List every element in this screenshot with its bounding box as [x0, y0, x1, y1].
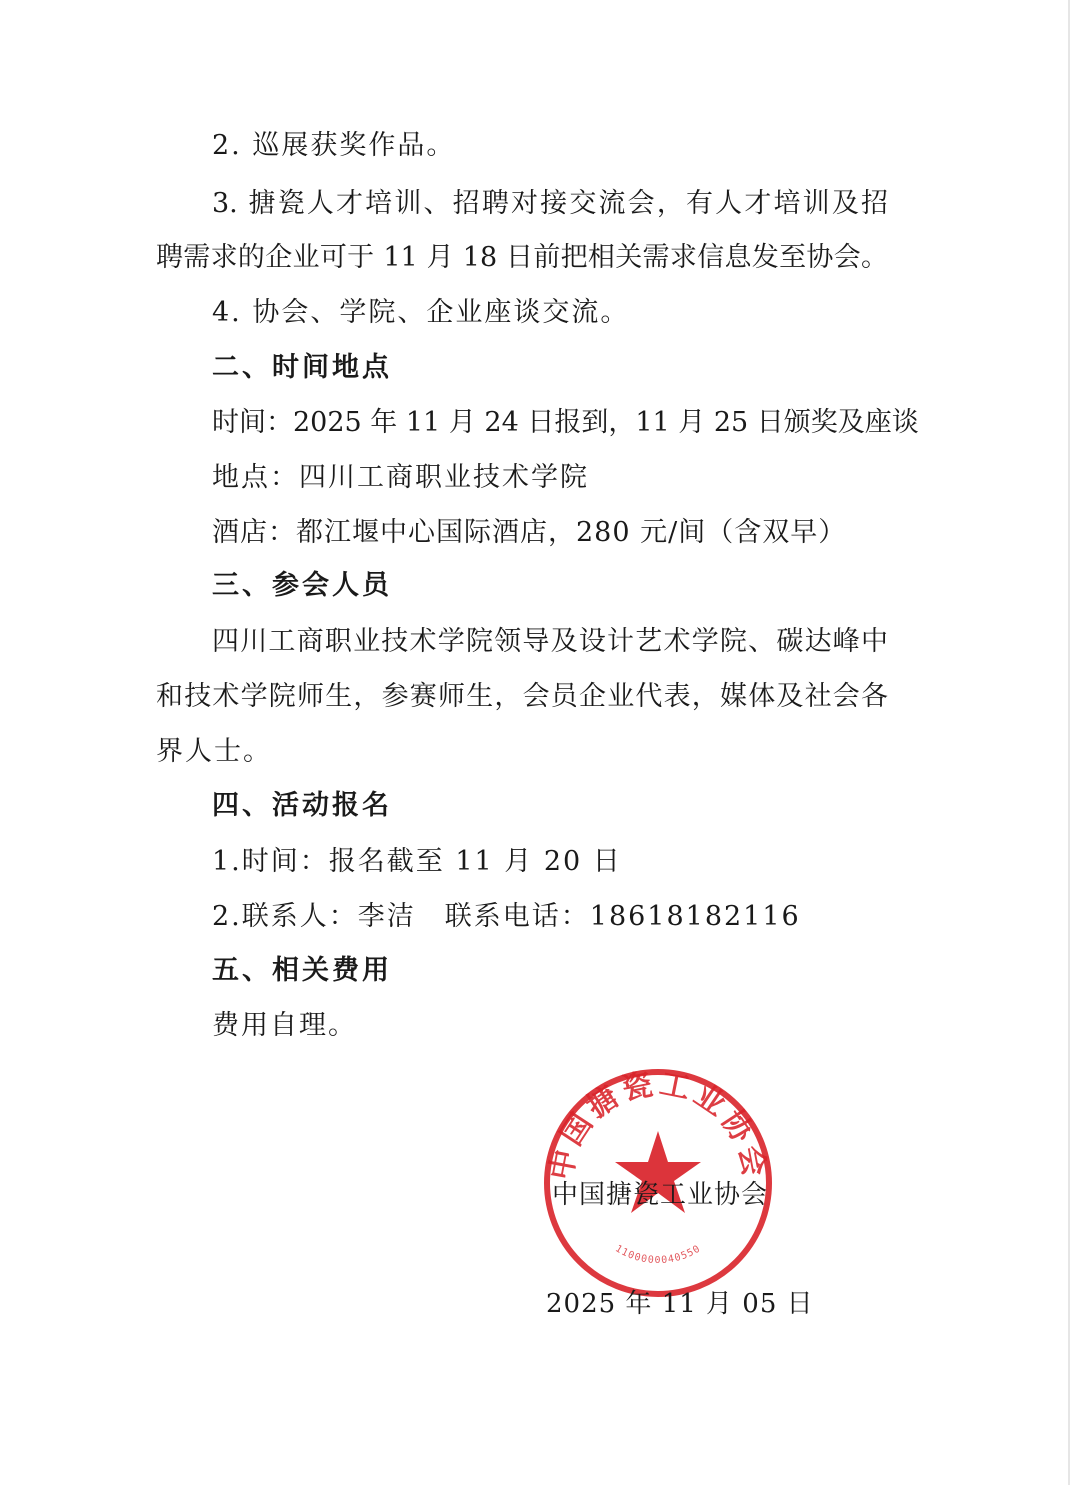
item-3-line-1: 3. 搪瓷人才培训、招聘对接交流会，有人才培训及招: [212, 188, 888, 219]
seal-org-text: 中国搪瓷工业协会: [543, 1066, 773, 1183]
hotel-line: 酒店：都江堰中心国际酒店，280 元/间（含双早）: [212, 517, 847, 548]
scan-edge-line: [1068, 0, 1070, 1485]
time-line: 时间：2025 年 11 月 24 日报到，11 月 25 日颁奖及座谈: [212, 407, 919, 438]
item-2: 2. 巡展获奖作品。: [212, 130, 456, 161]
section-heading-registration: 四、活动报名: [212, 790, 392, 821]
signature-date: 2025 年 11 月 05 日: [546, 1289, 814, 1319]
section-heading-time-place: 二、时间地点: [212, 352, 392, 383]
section-heading-attendees: 三、参会人员: [212, 570, 392, 601]
attendees-line-3: 界人士。: [156, 736, 272, 767]
section-heading-fees: 五、相关费用: [212, 955, 392, 986]
attendees-line-1: 四川工商职业技术学院领导及设计艺术学院、碳达峰中: [212, 626, 888, 657]
signature-org: 中国搪瓷工业协会: [552, 1180, 769, 1210]
place-line: 地点：四川工商职业技术学院: [212, 462, 589, 493]
item-3-line-2: 聘需求的企业可于 11 月 18 日前把相关需求信息发至协会。: [156, 242, 888, 273]
registration-contact: 2.联系人：李洁 联系电话：18618182116: [212, 901, 801, 932]
svg-text:1100000040550: [613, 1243, 703, 1266]
seal-code-text: 1100000040550: [613, 1243, 703, 1267]
registration-time: 1.时间：报名截至 11 月 20 日: [212, 846, 622, 877]
item-4: 4. 协会、学院、企业座谈交流。: [212, 297, 630, 328]
attendees-line-2: 和技术学院师生，参赛师生，会员企业代表，媒体及社会各: [156, 681, 888, 712]
fees-line: 费用自理。: [212, 1010, 357, 1041]
